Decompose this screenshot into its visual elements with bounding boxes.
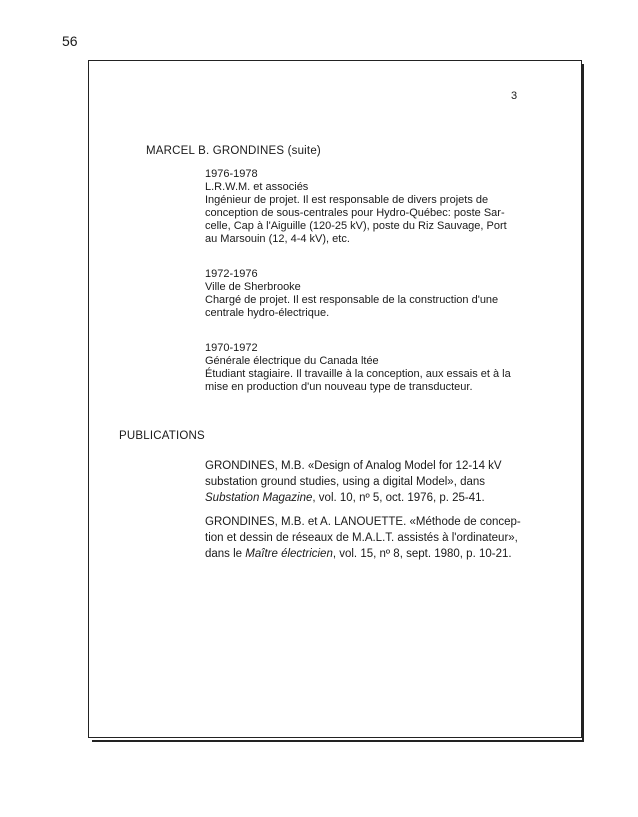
entry-description-line: Ingénieur de projet. Il est responsable de divers projets de xyxy=(205,194,489,206)
entry-description-line: celle, Cap à l'Aiguille (120-25 kV), poste du Riz Sauvage, Port xyxy=(205,220,507,232)
entry-organization: L.R.W.M. et associés xyxy=(205,181,309,193)
journal-title: Substation Magazine xyxy=(205,492,313,504)
inner-page-number: 3 xyxy=(511,90,518,102)
entry-description-line: conception de sous-centrales pour Hydro-Québec: poste Sar- xyxy=(205,207,505,219)
entry-organization: Ville de Sherbrooke xyxy=(205,281,301,293)
frame-shadow xyxy=(92,740,584,742)
publication-line: GRONDINES, M.B. et A. LANOUETTE. «Méthode de concep- xyxy=(205,516,521,528)
entry-description-line: centrale hydro-électrique. xyxy=(205,307,330,319)
entry-organization: Générale électrique du Canada ltée xyxy=(205,355,379,367)
entry-description-line: Étudiant stagiaire. Il travaille à la conception, aux essais et à la xyxy=(205,368,511,380)
frame-shadow xyxy=(582,64,584,740)
publication-entry xyxy=(205,514,535,562)
page-number: 56 xyxy=(62,33,78,49)
entry-years: 1970-1972 xyxy=(205,342,258,354)
publication-line xyxy=(205,490,535,506)
citation-details: , vol. 15, nº 8, sept. 1980, p. 10-21. xyxy=(332,548,512,560)
citation-prefix: dans le xyxy=(205,548,246,560)
career-entry xyxy=(205,268,533,320)
career-entry xyxy=(205,168,533,246)
publication-line xyxy=(205,546,535,562)
entry-years: 1972-1976 xyxy=(205,268,258,280)
entry-description-line: Chargé de projet. Il est responsable de la construction d'une xyxy=(205,294,499,306)
publication-line: substation ground studies, using a digital Model», dans xyxy=(205,476,486,488)
journal-title: Maître électricien xyxy=(245,548,333,560)
page-frame xyxy=(88,60,582,738)
career-entry xyxy=(205,342,533,394)
entry-description-line: au Marsouin (12, 4-4 kV), etc. xyxy=(205,233,350,245)
citation-details: , vol. 10, nº 5, oct. 1976, p. 25-41. xyxy=(312,492,485,504)
publication-line: GRONDINES, M.B. «Design of Analog Model for 12-14 kV xyxy=(205,460,502,472)
entry-description-line: mise en production d'un nouveau type de transducteur. xyxy=(205,381,473,393)
section-heading-publications: PUBLICATIONS xyxy=(119,430,205,442)
section-heading-person: MARCEL B. GRONDINES (suite) xyxy=(146,145,321,157)
entry-years: 1976-1978 xyxy=(205,168,258,180)
publication-entry xyxy=(205,458,535,506)
publication-line: tion et dessin de réseaux de M.A.L.T. assistés à l'ordinateur», xyxy=(205,532,518,544)
